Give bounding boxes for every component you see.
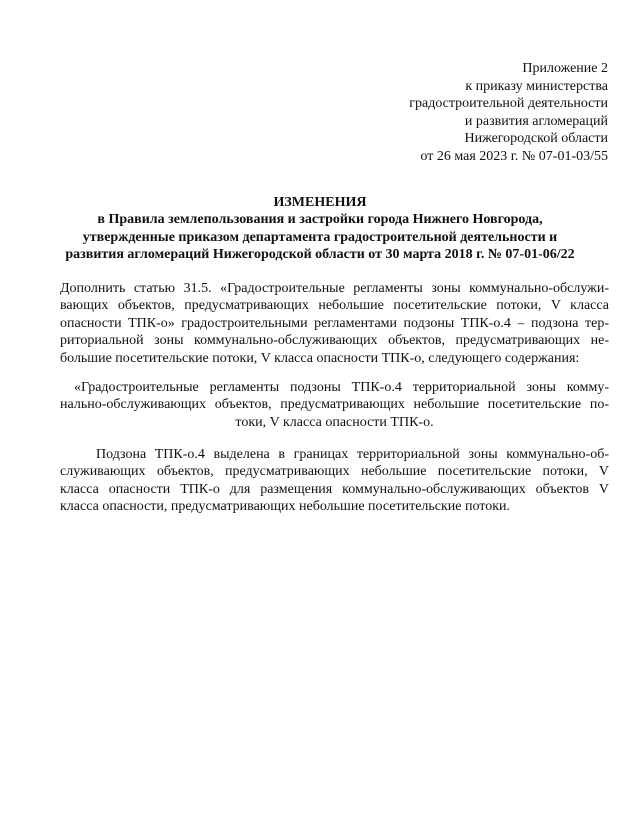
paragraph-line: вающих объектов, предусматривающих небольшие посетительские потоки, V класса xyxy=(60,298,609,314)
appendix-line: Приложение 2 xyxy=(522,61,608,76)
title-subtitle-line: развития агломераций Нижегородской области от 30 марта 2018 г. № 07-01-06/22 xyxy=(65,247,575,263)
appendix-line: Нижегородской области xyxy=(464,131,608,147)
appendix-line: и развития агломераций xyxy=(464,113,608,129)
title-subtitle-line: утвержденные приказом департамента градостроительной деятельности и xyxy=(82,229,558,245)
paragraph-regulations-heading xyxy=(60,379,609,431)
paragraph-line: служивающих объектов, предусматривающих небольшие посетительские потоки, V xyxy=(60,464,609,480)
title-subtitle-line: в Правила землепользования и застройки города Нижнего Новгорода, xyxy=(97,212,543,228)
appendix-line: к приказу министерства xyxy=(465,78,608,94)
title-heading: ИЗМЕНЕНИЯ xyxy=(273,195,367,210)
document-title xyxy=(40,194,600,264)
paragraph-amendment-intro xyxy=(60,280,609,367)
paragraph-line: Подзона ТПК-о.4 выделена в границах территориальной зоны коммунально-об- xyxy=(96,447,609,462)
paragraph-line: большие посетительские потоки, V класса опасности ТПК-о, следующего содержания: xyxy=(60,350,580,366)
paragraph-line: нально-обслуживающих объектов, предусматривающих небольшие посетительские по- xyxy=(60,397,609,413)
paragraph-line: опасности ТПК-о» градостроительными регламентами подзоны ТПК-о.4 – подзона тер- xyxy=(60,315,609,331)
paragraph-line: класса опасности, предусматривающих небольшие посетительские потоки. xyxy=(60,499,511,515)
appendix-reference xyxy=(288,60,608,166)
appendix-line: градостроительной деятельности xyxy=(409,96,608,112)
paragraph-line: риториальной зоны коммунально-обслуживающих объектов, предусматривающих не- xyxy=(60,333,609,349)
paragraph-line: токи, V класса опасности ТПК-о. xyxy=(235,414,434,430)
paragraph-line: «Градостроительные регламенты подзоны ТПК-о.4 территориальной зоны комму- xyxy=(74,380,609,395)
paragraph-line: класса опасности ТПК-о для размещения коммунально-обслуживающих объектов V xyxy=(60,481,609,497)
paragraph-line: Дополнить статью 31.5. «Градостроительные регламенты зоны коммунально-обслужи- xyxy=(60,281,609,296)
paragraph-subzone-description xyxy=(60,446,609,516)
appendix-line: от 26 мая 2023 г. № 07-01-03/55 xyxy=(420,148,608,164)
